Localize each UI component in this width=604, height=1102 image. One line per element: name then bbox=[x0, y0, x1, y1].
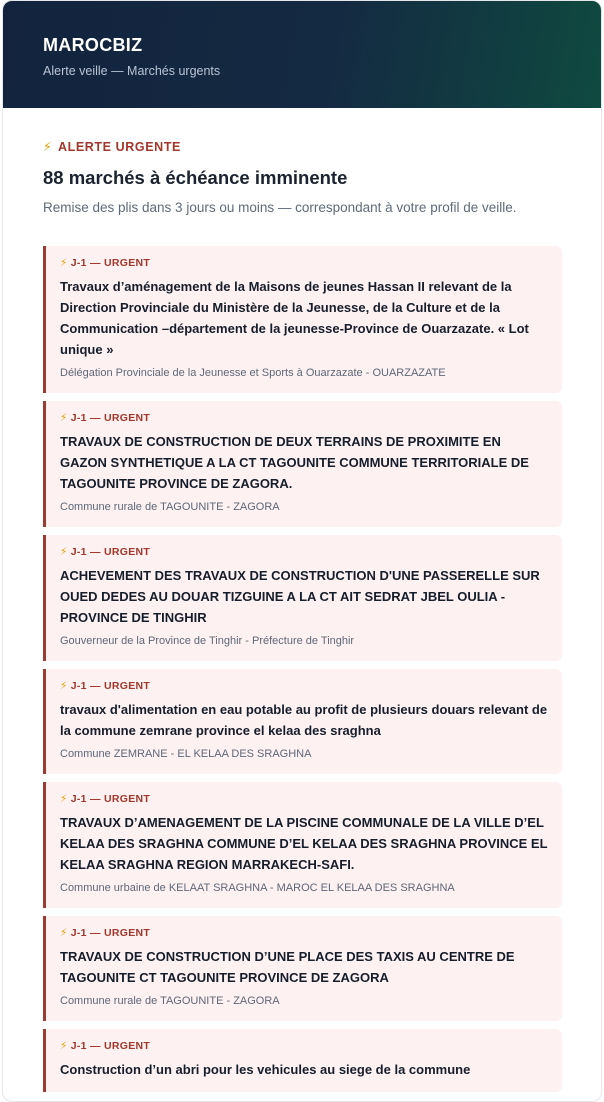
header-tagline: Alerte veille — Marchés urgents bbox=[43, 64, 221, 78]
urgency-badge-label: J-1 — URGENT bbox=[70, 412, 151, 424]
tender-title[interactable]: ACHEVEMENT DES TRAVAUX DE CONSTRUCTION D'UNE PASSERELLE SUR OUED DEDES AU DOUAR TIZGUINE A LA CT AIT SEDRAT JBEL OULIA - PROVINCE DE TINGHIR bbox=[60, 568, 540, 625]
urgency-badge bbox=[60, 545, 548, 559]
tender-item[interactable] bbox=[43, 535, 562, 661]
urgency-badge bbox=[60, 256, 548, 270]
tender-title[interactable]: TRAVAUX D’AMENAGEMENT DE LA PISCINE COMMUNALE DE LA VILLE D’EL KELAA DES SRAGHNA COMMUNE D’EL KELAA DES SRAGHNA PROVINCE EL KELAA SRAGHNA REGION MARRAKECH-SAFI. bbox=[60, 815, 548, 872]
tender-item[interactable] bbox=[43, 246, 562, 393]
brand-logo: MAROCBIZ bbox=[43, 35, 143, 55]
email-card bbox=[2, 0, 602, 1102]
lightning-icon: ⚡ bbox=[60, 546, 68, 558]
tender-item[interactable] bbox=[43, 1029, 562, 1092]
tender-title[interactable]: TRAVAUX DE CONSTRUCTION DE DEUX TERRAINS DE PROXIMITE EN GAZON SYNTHETIQUE A LA CT TAGOUNITE COMMUNE TERRITORIALE DE TAGOUNITE PROVINCE DE ZAGORA. bbox=[60, 434, 529, 491]
tender-title[interactable]: Construction d’un abri pour les vehicules au siege de la commune bbox=[60, 1062, 471, 1077]
urgency-badge-label: J-1 — URGENT bbox=[70, 680, 151, 692]
tender-organization: Délégation Provinciale de la Jeunesse et Sports à Ouarzazate - OUARZAZATE bbox=[60, 367, 446, 379]
tender-organization: Commune urbaine de KELAAT SRAGHNA - MAROC EL KELAA DES SRAGHNA bbox=[60, 882, 455, 894]
urgency-badge-label: J-1 — URGENT bbox=[70, 546, 151, 558]
alert-subtitle: Remise des plis dans 3 jours ou moins — correspondant à votre profil de veille. bbox=[43, 200, 517, 215]
tender-item[interactable] bbox=[43, 782, 562, 908]
urgency-badge bbox=[60, 679, 548, 693]
lightning-icon: ⚡ bbox=[60, 927, 68, 939]
alert-title: 88 marchés à échéance imminente bbox=[43, 167, 348, 188]
urgency-badge-label: J-1 — URGENT bbox=[70, 793, 151, 805]
urgency-badge bbox=[60, 411, 548, 425]
urgency-badge-label: J-1 — URGENT bbox=[70, 257, 151, 269]
tender-title[interactable]: Travaux d’aménagement de la Maisons de jeunes Hassan II relevant de la Direction Provinciale du Ministère de la Jeunesse, de la Culture et de la Communication –département de la jeunesse-Province de Ouarzazate. « Lot unique » bbox=[60, 279, 529, 357]
header bbox=[3, 1, 601, 108]
urgency-badge bbox=[60, 792, 548, 806]
tender-item[interactable] bbox=[43, 916, 562, 1021]
lightning-icon: ⚡ bbox=[60, 412, 68, 424]
tender-organization: Commune rurale de TAGOUNITE - ZAGORA bbox=[60, 995, 280, 1007]
tender-item[interactable] bbox=[43, 669, 562, 774]
lightning-icon: ⚡ bbox=[43, 140, 53, 154]
lightning-icon: ⚡ bbox=[60, 793, 68, 805]
urgency-badge-label: J-1 — URGENT bbox=[70, 1040, 151, 1052]
lightning-icon: ⚡ bbox=[60, 680, 68, 692]
tender-title[interactable]: TRAVAUX DE CONSTRUCTION D’UNE PLACE DES TAXIS AU CENTRE DE TAGOUNITE CT TAGOUNITE PROVINCE DE ZAGORA bbox=[60, 949, 515, 985]
tender-item[interactable] bbox=[43, 401, 562, 527]
lightning-icon: ⚡ bbox=[60, 257, 68, 269]
tender-organization: Gouverneur de la Province de Tinghir - Préfecture de Tinghir bbox=[60, 635, 355, 647]
tender-list bbox=[43, 246, 562, 1100]
alert-tag bbox=[43, 139, 181, 154]
urgency-badge bbox=[60, 1039, 548, 1053]
tender-organization: Commune ZEMRANE - EL KELAA DES SRAGHNA bbox=[60, 748, 312, 760]
urgency-badge-label: J-1 — URGENT bbox=[70, 927, 151, 939]
tender-title[interactable]: travaux d'alimentation en eau potable au profit de plusieurs douars relevant de la commune zemrane province el kelaa des sraghna bbox=[60, 702, 548, 738]
urgency-badge bbox=[60, 926, 548, 940]
tender-organization: Commune rurale de TAGOUNITE - ZAGORA bbox=[60, 501, 280, 513]
lightning-icon: ⚡ bbox=[60, 1040, 68, 1052]
alert-tag-label: ALERTE URGENTE bbox=[58, 140, 181, 154]
